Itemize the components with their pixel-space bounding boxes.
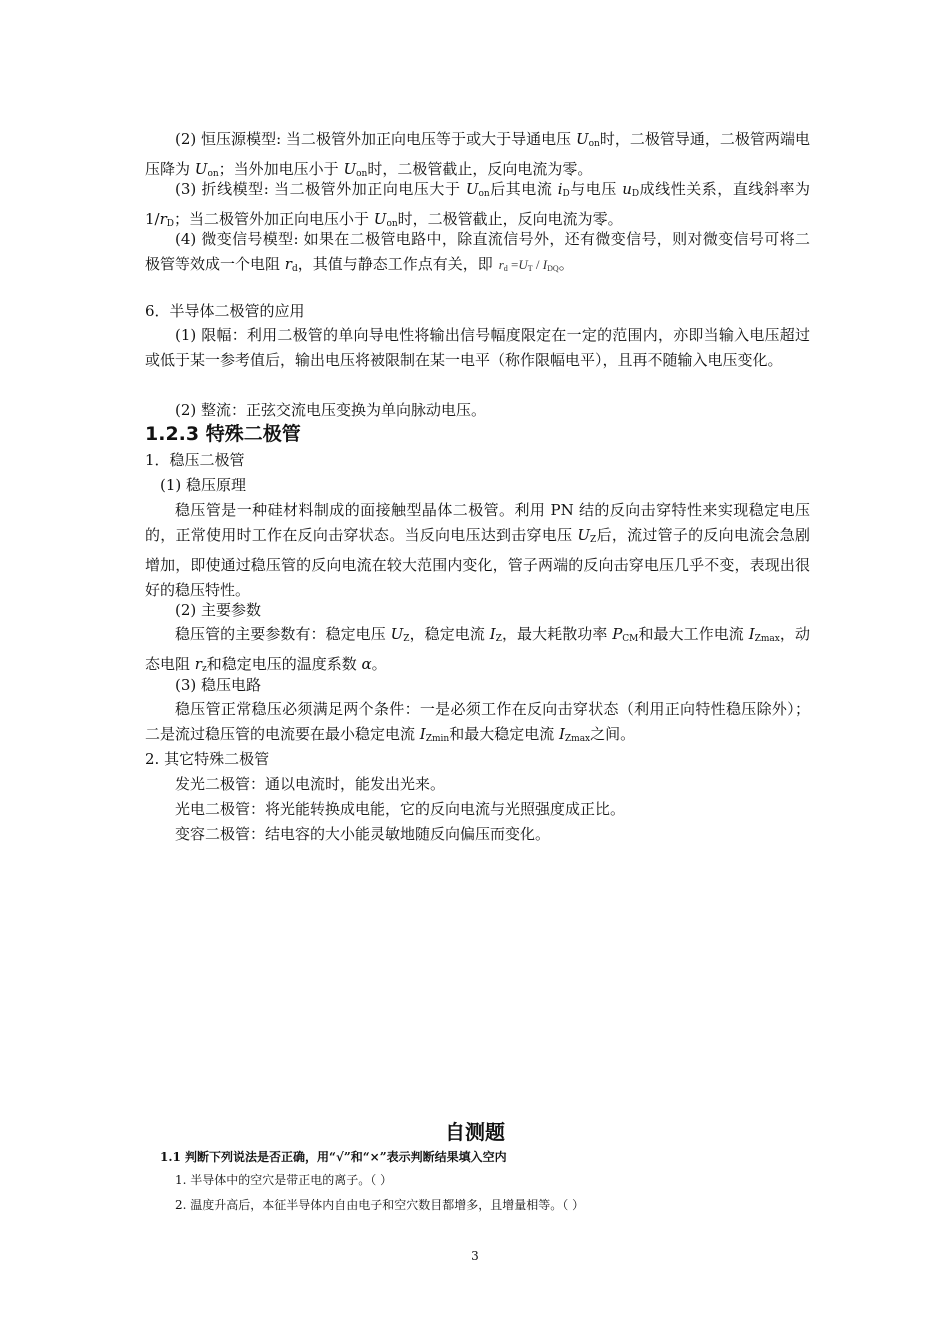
heading-regulator-circuit: (3) 稳压电路 [175,676,262,694]
heading-zener-principle: (1) 稳压原理 [160,476,247,494]
paragraph-regulator-circuit: 稳压管正常稳压必须满足两个条件：一是必须工作在反向击穿状态（利用正向特性稳压除外）；二是流过稳压管的电流要在最小稳定电流 $I_{Zmin}$和最大稳定电流 $I_{Zmax}$之间。 [145,700,810,744]
question-item: 2. 温度升高后，本征半导体内自由电子和空穴数目都增多，且增量相等。（ ） [175,1198,585,1212]
paragraph-limiting: (1) 限幅：利用二极管的单向导电性将输出信号幅度限定在一定的范围内，亦即当输入电压超过或低于某一参考值后，输出电压将被限制在某一电平（称作限幅电平），且再不随输入电压变化。 [145,326,810,369]
paragraph-led: 发光二极管：通以电流时，能发出光来。 [175,775,446,793]
heading-main-parameters: (2) 主要参数 [175,601,262,619]
paragraph-piecewise-linear-model: (3) 折线模型: 当二极管外加正向电压大于 $U_{on}$后其电流 $i_D$与电压 $u_D$成线性关系，直线斜率为 $1/r_D$；当二极管外加正向电压小于 $U_{on}$时，二极管截止，反向电流为零。 [145,180,810,229]
self-test-title: 自测题 [445,1120,505,1144]
page-number: 3 [471,1249,479,1263]
question-1-1-heading: 1.1 判断下列说法是否正确，用“√”和“×”表示判断结果填入空内 [160,1150,507,1164]
paragraph-photodiode: 光电二极管：将光能转换成电能，它的反向电流与光照强度成正比。 [175,800,626,818]
heading-special-diodes: 1.2.3 特殊二极管 [145,423,301,445]
formula-rd: $r_d =U_T / I_{DQ}$ [498,257,559,273]
question-item: 1. 半导体中的空穴是带正电的离子。（ ） [175,1173,393,1187]
heading-section-6: 6．半导体二极管的应用 [145,302,305,320]
paragraph-small-signal-model: (4) 微变信号模型: 如果在二极管电路中，除直流信号外，还有微变信号，则对微变信号可将二极管等效成一个电阻 $r_d$，其值与静态工作点有关，即 $r_d =U_T / I_{DQ}$。 [145,230,810,274]
paragraph-constant-voltage-model: (2) 恒压源模型: 当二极管外加正向电压等于或大于导通电压 $U_{on}$时，二极管导通，二极管两端电压降为 $U_{on}$；当外加电压小于 $U_{on}$时，二极管截止，反向电流为零。 [145,130,810,179]
heading-zener-diode: 1．稳压二极管 [145,451,245,469]
paragraph-main-parameters: 稳压管的主要参数有：稳定电压 $U_Z$，稳定电流 $I_Z$，最大耗散功率 $P_{CM}$和最大工作电流 $I_{Zmax}$，动态电阻 $r_z$和稳定电压的温度系数 α。 [145,625,810,674]
paragraph-varactor: 变容二极管：结电容的大小能灵敏地随反向偏压而变化。 [175,825,551,843]
heading-other-special-diodes: 2. 其它特殊二极管 [145,750,270,768]
paragraph-zener-principle: 稳压管是一种硅材料制成的面接触型晶体二极管。利用 PN 结的反向击穿特性来实现稳定电压的，正常使用时工作在反向击穿状态。当反向电压达到击穿电压 $U_Z$后，流过管子的反向电流会急剧增加，即使通过稳压管的反向电流在较大范围内变化，管子两端的反向击穿电压几乎不变，表现出很好的稳压特性。 [145,501,810,599]
paragraph-rectifying: (2) 整流：正弦交流电压变换为单向脉动电压。 [175,401,487,419]
